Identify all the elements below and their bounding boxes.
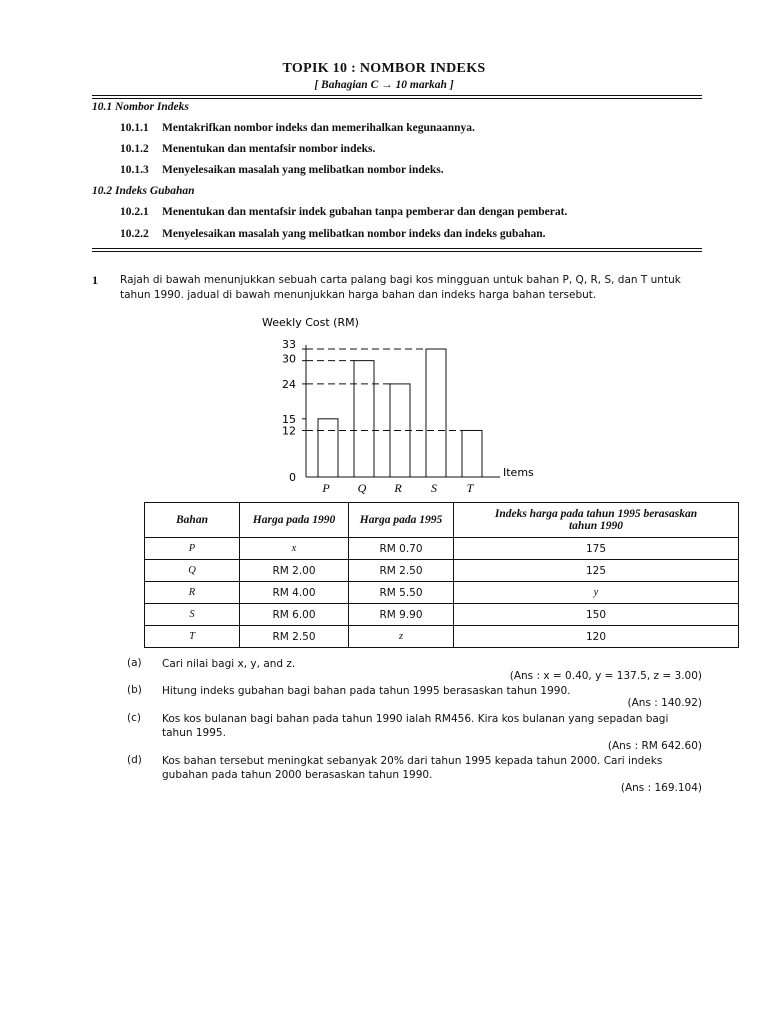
table-cell: RM 0.70 [349, 538, 454, 560]
table-cell: RM 9.90 [349, 604, 454, 626]
y-tick-label: 33 [282, 338, 296, 351]
table-row [145, 582, 739, 604]
bar-q [354, 361, 374, 477]
y-axis-label: Weekly Cost (RM) [262, 316, 359, 329]
column-header: Indeks harga pada tahun 1995 berasaskan tahun 1990 [454, 503, 739, 538]
syllabus-item: 10.1.1 Mentakrifkan nombor indeks dan memerihalkan kegunaannya. [120, 122, 475, 134]
question-text: Rajah di bawah menunjukkan sebuah carta palang bagi kos mingguan untuk bahan P, Q, R, S, dan T untuk tahun 1990. jadual di bawah menunjukkan harga bahan dan indeks harga bahan tersebut. [120, 274, 681, 301]
part-answer: (Ans : 169.104) [620, 782, 702, 794]
x-tick-label: Q [357, 481, 367, 495]
x-axis-label: Items [503, 466, 534, 479]
table-cell: T [145, 626, 240, 648]
table-cell: Q [145, 560, 240, 582]
page-title: TOPIK 10 : NOMBOR INDEKS [282, 61, 486, 76]
part-text: Kos bahan tersebut meningkat sebanyak 20% dari tahun 1995 kepada tahun 2000. Cari indeks gubahan pada tahun 2000 berasaskan tahun 1990. [162, 755, 663, 781]
table-cell: y [454, 582, 739, 604]
column-header: Harga pada 1995 [349, 503, 454, 538]
y-tick-label: 12 [282, 424, 296, 438]
divider [92, 95, 702, 99]
x-tick-label: T [466, 481, 474, 495]
syllabus-item: 10.2.2 Menyelesaikan masalah yang melibatkan nombor indeks dan indeks gubahan. [120, 228, 546, 240]
table-cell: 120 [454, 626, 739, 648]
part-text: Hitung indeks gubahan bagi bahan pada tahun 1995 berasaskan tahun 1990. [162, 685, 571, 697]
part-text: Kos kos bulanan bagi bahan pada tahun 1990 ialah RM456. Kira kos bulanan yang sepadan bagi tahun 1995. [162, 713, 669, 739]
price-table [144, 502, 739, 648]
bar-p [318, 419, 338, 477]
part-label: (d) [127, 754, 142, 766]
syllabus-item: 10.1.2 Menentukan dan mentafsir nombor indeks. [120, 143, 376, 155]
part-label: (b) [127, 684, 142, 696]
part-answer: (Ans : RM 642.60) [607, 740, 702, 752]
column-header: Harga pada 1990 [240, 503, 349, 538]
table-cell: RM 6.00 [240, 604, 349, 626]
bar-t [462, 430, 482, 477]
table-cell: RM 5.50 [349, 582, 454, 604]
x-tick-label: R [394, 481, 402, 495]
table-cell: 125 [454, 560, 739, 582]
table-cell: 150 [454, 604, 739, 626]
part-answer: (Ans : x = 0.40, y = 137.5, z = 3.00) [509, 670, 702, 682]
x-tick-label: S [431, 481, 437, 495]
y-tick-label: 30 [282, 352, 296, 366]
table-cell: RM 4.00 [240, 582, 349, 604]
part-text: Cari nilai bagi x, y, and z. [162, 658, 296, 670]
section-title: 10.2 Indeks Gubahan [92, 185, 195, 197]
page-subtitle: [ Bahagian C → 10 markah ] [314, 79, 454, 91]
y-tick-label: 0 [289, 471, 296, 484]
section-title: 10.1 Nombor Indeks [92, 101, 189, 113]
table-cell: x [240, 538, 349, 560]
table-cell: R [145, 582, 240, 604]
bar-chart [240, 312, 570, 498]
table-row [145, 604, 739, 626]
y-tick-label: 24 [282, 377, 296, 391]
table-cell: RM 2.50 [349, 560, 454, 582]
table-cell: P [145, 538, 240, 560]
syllabus-item: 10.2.1 Menentukan dan mentafsir indek gubahan tanpa pemberar dan dengan pemberat. [120, 206, 568, 218]
part-label: (c) [127, 712, 141, 724]
table-row [145, 626, 739, 648]
bar-s [426, 349, 446, 477]
table-cell: 175 [454, 538, 739, 560]
syllabus-item: 10.1.3 Menyelesaikan masalah yang melibatkan nombor indeks. [120, 164, 444, 176]
x-tick-label: P [322, 481, 330, 495]
question-number: 1 [92, 273, 98, 287]
table-cell: z [349, 626, 454, 648]
table-row [145, 560, 739, 582]
table-cell: RM 2.50 [240, 626, 349, 648]
divider [92, 248, 702, 252]
table-header-row [145, 503, 739, 538]
table-cell: RM 2.00 [240, 560, 349, 582]
table-cell: S [145, 604, 240, 626]
table-row [145, 538, 739, 560]
part-answer: (Ans : 140.92) [627, 697, 702, 709]
column-header: Bahan [145, 503, 240, 538]
y-tick-label: 15 [282, 412, 296, 426]
part-label: (a) [127, 657, 142, 669]
